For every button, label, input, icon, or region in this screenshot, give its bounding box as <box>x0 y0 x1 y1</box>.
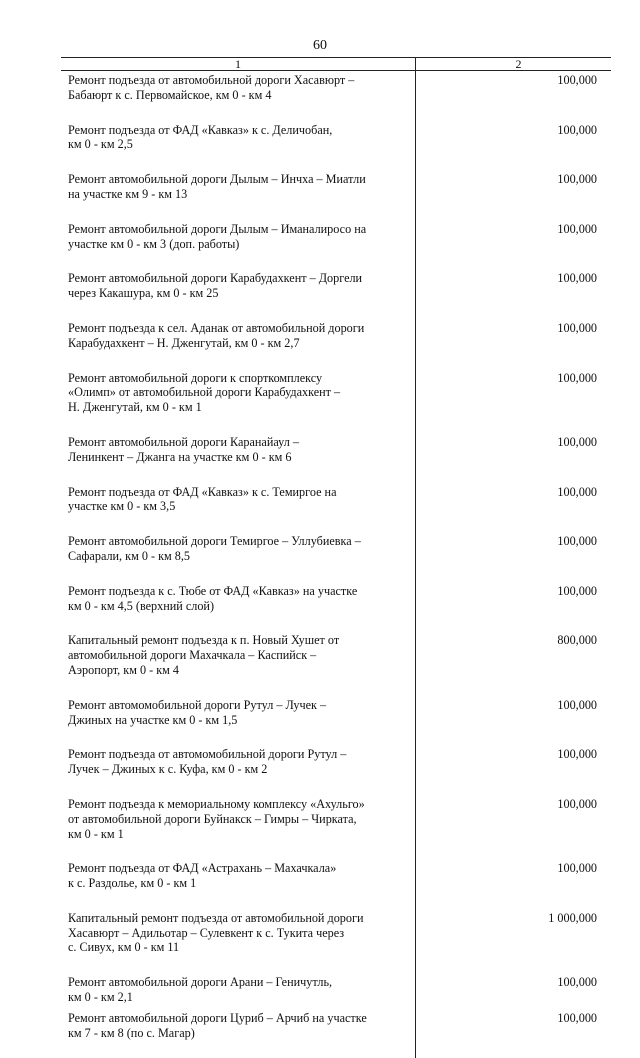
table-row <box>61 973 611 1009</box>
description-line: Хасавюрт – Адильотар – Сулевкент к с. Тукита через <box>68 925 345 940</box>
work-description <box>61 582 416 632</box>
description-line: участке км 0 - км 3 (доп. работы) <box>68 236 240 251</box>
amount-value: 100,000 <box>557 122 597 137</box>
work-description <box>61 745 416 795</box>
amount-value: 100,000 <box>557 747 597 762</box>
table-row <box>61 433 611 483</box>
table-row <box>61 369 611 433</box>
amount-value: 100,000 <box>557 370 597 385</box>
description-line: Ремонт автомобильной дороги к спорткомплексу <box>68 370 323 385</box>
amount-value: 800,000 <box>557 633 597 648</box>
description-line: Ремонт автомобильной дороги Карабудахкент – Доргели <box>68 271 363 286</box>
description-line: Аэропорт, км 0 - км 4 <box>68 662 179 677</box>
amount-value: 100,000 <box>557 1010 597 1025</box>
description-line: Ремонт подъезда от ФАД «Кавказ» к с. Деличобан, <box>68 122 333 137</box>
amount-value: 100,000 <box>557 271 597 286</box>
work-description <box>61 696 416 746</box>
table-row <box>61 483 611 533</box>
description-line: Капитальный ремонт подъезда к п. Новый Хушет от <box>68 633 340 648</box>
amount-value: 100,000 <box>557 172 597 187</box>
work-description <box>61 532 416 582</box>
description-line: участке км 0 - км 3,5 <box>68 499 176 514</box>
amount-value: 100,000 <box>557 484 597 499</box>
amount-value: 100,000 <box>557 796 597 811</box>
description-line: Н. Дженгутай, км 0 - км 1 <box>68 400 202 415</box>
description-line: «Олимп» от автомобильной дороги Карабудахкент – <box>68 385 341 400</box>
work-description <box>61 170 416 220</box>
description-line: км 0 - км 4,5 (верхний слой) <box>68 598 215 613</box>
table-row <box>61 631 611 695</box>
work-description <box>61 71 416 121</box>
description-line: Ремонт подъезда от ФАД «Астрахань – Махачкала» <box>68 861 337 876</box>
description-line: Ремонт автомобильной дороги Каранайаул – <box>68 434 299 449</box>
description-line: Ремонт подъезда к с. Тюбе от ФАД «Кавказ» на участке <box>68 583 358 598</box>
description-line: Лучек – Джиных к с. Куфа, км 0 - км 2 <box>68 762 268 777</box>
table-row <box>61 121 611 171</box>
table-row <box>61 170 611 220</box>
description-line: Ремонт подъезда к мемориальному комплексу «Ахульго» <box>68 796 365 811</box>
table-row <box>61 71 611 121</box>
table-row <box>61 220 611 270</box>
work-description <box>61 631 416 695</box>
description-line: через Какашура, км 0 - км 25 <box>68 286 219 301</box>
description-line: на участке км 9 - км 13 <box>68 186 188 201</box>
description-line: Ремонт автомобильной дороги Дылым – Иманалиросо на <box>68 221 367 236</box>
description-line: Ремонт автомобильной дороги Темиргое – Уллубиевка – <box>68 534 361 549</box>
amount-value: 100,000 <box>557 534 597 549</box>
description-line: к с. Раздолье, км 0 - км 1 <box>68 876 197 891</box>
description-line: Карабудахкент – Н. Дженгутай, км 0 - км 2,7 <box>68 335 300 350</box>
work-description <box>61 483 416 533</box>
description-line: Ремонт подъезда от автомомобильной дороги Рутул – <box>68 747 347 762</box>
page-number: 60 <box>313 38 327 53</box>
table-row <box>61 909 611 973</box>
description-line: Ремонт подъезда от автомобильной дороги Хасавюрт – <box>68 73 355 87</box>
amount-value: 100,000 <box>557 861 597 876</box>
table-row <box>61 582 611 632</box>
description-line: Сафарали, км 0 - км 8,5 <box>68 548 190 563</box>
table-row <box>61 319 611 369</box>
work-description <box>61 220 416 270</box>
description-line: Джиных на участке км 0 - км 1,5 <box>68 712 238 727</box>
amount-value: 100,000 <box>557 73 597 87</box>
description-line: Капитальный ремонт подъезда от автомобильной дороги <box>68 910 364 925</box>
description-line: Ремонт подъезда от ФАД «Кавказ» к с. Темиргое на <box>68 484 337 499</box>
work-description <box>61 269 416 319</box>
work-description <box>61 1009 416 1058</box>
work-description <box>61 121 416 171</box>
description-line: Ремонт автомобильной дороги Арани – Геничутль, <box>68 975 333 990</box>
description-line: автомобильной дороги Махачкала – Каспийск – <box>68 648 317 663</box>
budget-table <box>61 57 611 1058</box>
description-line: Ремонт подъезда к сел. Аданак от автомобильной дороги <box>68 320 365 335</box>
description-line: км 7 - км 8 (по с. Магар) <box>68 1025 195 1040</box>
description-line: Ремонт автомобильной дороги Дылым – Инчха – Миатли <box>68 172 366 187</box>
table-row <box>61 795 611 859</box>
description-line: км 0 - км 2,5 <box>68 137 133 152</box>
table-row <box>61 1009 611 1058</box>
work-description <box>61 859 416 909</box>
amount-value: 1 000,000 <box>548 910 597 925</box>
work-description <box>61 973 416 1009</box>
description-line: км 0 - км 2,1 <box>68 990 133 1005</box>
header-col-1: 1 <box>61 58 416 70</box>
description-line: от автомобильной дороги Буйнакск – Гимры – Чирката, <box>68 811 357 826</box>
amount-value: 100,000 <box>557 583 597 598</box>
amount-value: 100,000 <box>557 320 597 335</box>
header-col-2: 2 <box>515 57 522 71</box>
description-line: Ремонт автомобильной дороги Цуриб – Арчиб на участке <box>68 1010 367 1025</box>
work-description <box>61 369 416 433</box>
table-header <box>61 58 611 71</box>
description-line: км 0 - км 1 <box>68 826 124 841</box>
work-description <box>61 433 416 483</box>
amount-value: 100,000 <box>557 434 597 449</box>
work-description <box>61 795 416 859</box>
table-row <box>61 859 611 909</box>
table-row <box>61 532 611 582</box>
amount-value: 100,000 <box>557 221 597 236</box>
amount-value: 100,000 <box>557 975 597 990</box>
work-description <box>61 909 416 973</box>
table-row <box>61 269 611 319</box>
work-description <box>61 319 416 369</box>
description-line: с. Сивух, км 0 - км 11 <box>68 940 180 955</box>
table-body <box>61 71 611 1058</box>
description-line: Бабаюрт к с. Первомайское, км 0 - км 4 <box>68 87 272 102</box>
description-line: Ленинкент – Джанга на участке км 0 - км 6 <box>68 449 292 464</box>
description-line: Ремонт автомомобильной дороги Рутул – Лучек – <box>68 697 327 712</box>
amount-value: 100,000 <box>557 697 597 712</box>
table-row <box>61 696 611 746</box>
table-row <box>61 745 611 795</box>
